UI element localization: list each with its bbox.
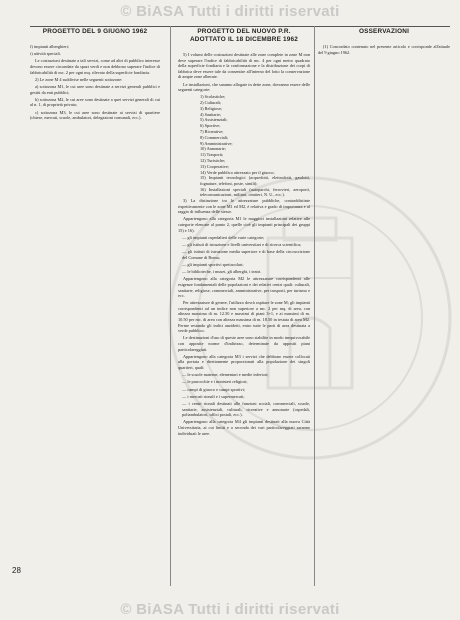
list-item: 2) Culturali; — [200, 100, 222, 106]
list-item: 9) Amministrative; — [200, 140, 233, 146]
list-item: 16) Installazioni speciali (autoparchi, ferrovieri, aeroporti, telecomunicazioni, militari, cimiteri, N. U., ecc.). — [200, 186, 310, 198]
list-item: 5) Assistenziali; — [200, 117, 228, 123]
top-rule — [30, 26, 450, 27]
paragraph: — gli istituti di istruzione e livelli universitari e di ricerca scientifica; — [182, 241, 302, 247]
paragraph: — campi di giuoco e campi sportivi; — [182, 386, 246, 392]
paragraph: — le parrocchie e i ministeri religiosi; — [182, 379, 248, 385]
left-column-heading: PROGETTO DEL 9 GIUGNO 1962 — [42, 28, 148, 35]
paragraph: Per attrezzature di genere, l'utilizzo dovrà ospitare le zone M; gli impianti corrispondenti ad un indice non superiore a mc. 2 per mq. di area, con altezza massima di m. 12.50 e massimi di piani 3+1, e ai massimi di m. 10.50 per mc. di area con altezza massima di m. 18.50 in testata di area M2. Ferme restando gli indici anzidetti, entro tutte le parti di area destinata a verde pubblico. — [178, 300, 310, 334]
paragraph: i) attività speciali. — [30, 51, 61, 57]
paragraph: 5) I volumi delle costruzioni destinate alle zone complete in zone M non deve superare l'indice di fabbricabilità di mc. 4 per ogni metro quadrato della superficie fondiaria e la conformazione e la distribuzione dei corpi di fabbrica deve essere tale da consentire all'interno del lotto la conservazione di ampie zone alberate. — [178, 52, 310, 80]
list-item: 8) Commerciali; — [200, 134, 229, 140]
paragraph: — le scuole materne, elementari e medie inferiori; — [182, 372, 269, 378]
paragraph: Le installazioni, che saranno allogate in dette zone, dovranno essere delle seguenti categorie: — [178, 81, 310, 93]
left-column — [30, 28, 160, 122]
list-item: 12) Turistiche; — [200, 157, 226, 163]
list-item: 13) Cooperative; — [200, 163, 229, 169]
page-number: 28 — [12, 566, 21, 575]
paragraph: Appartengono alla categoria M3 i servizi che debbono essere collocati alla portata e direttamente proporzionati alla popolazione dei singoli quartieri, quali: — [178, 353, 310, 370]
watermark-top: © BiASA Tutti i diritti riservati — [120, 2, 340, 20]
list-item: 11) Trasporti; — [200, 152, 224, 158]
paragraph: — gli istituti di istruzione media superiore e di base della circoscrizione del Comune di Roma; — [182, 249, 310, 260]
middle-column-heading: PROGETTO DEL NUOVO P.R. ADOTTATO IL 18 DICEMBRE 1962 — [189, 28, 299, 43]
list-item: 10) Annonarie; — [200, 146, 226, 152]
right-column-heading: OSSERVAZIONI — [358, 28, 410, 35]
paragraph: f) impianti alberghieri; — [30, 44, 70, 49]
list-item: 7) Ricreative; — [200, 129, 224, 135]
paragraph: — i centri rionali destinati alle funzioni sociali, commerciali, scuole, sanitarie, assistenziali, culturali, ricreative e annonarie (ospedali, poliambulatori, uffici postali, ecc.). — [182, 400, 310, 418]
paragraph: — i mercati rionali e i supermercati; — [182, 393, 245, 399]
paragraph: 3) La distinzione tra le attrezzature pubbliche, contraddistinte rispettivamente con le zone M1 ed M2, è relativa e grado di importanza e al raggio di influenza delle stesse. — [178, 198, 310, 215]
paragraph: Appartengono alla categoria M2 le attrezzature corrispondenti alle esigenze fondamentali delle popolazioni e dei relativi centri quali: culturali, sanitarie, religiose, commerciali, amministrative, per trasporti, per turismo e ecc. — [178, 276, 310, 299]
paragraph: b) sottozona M2, le cui aree sono destinate a quei servizi generali di cui al n. 1, di proprietà privata; — [30, 96, 160, 108]
list-item: 15) Impianti tecnologici (acquedotti, elettrodotti, gasdotti, fognature, telefoni, poste, simili); — [200, 175, 310, 186]
paragraph: Appartengono alla categoria M4 gli impianti destinati alla nuova Città Universitaria, ai cui limiti e a seconda dei vari particolareggiati saranno individuati le aree. — [178, 419, 310, 436]
column-divider-right — [314, 26, 315, 586]
middle-column-body — [178, 198, 310, 436]
middle-column — [178, 28, 310, 438]
list-item: 1) Scolastiche; — [200, 94, 226, 100]
paragraph: Le destinazioni d'uso di queste aree sono stabilite in modo inequivocabile con apposite norme d'indirizzo, determinate da appositi piani particolareggiati. — [178, 335, 310, 352]
paragraph: c) sottozona M3, le cui aree sono destinate ai servizi di quartiere (chiese, mercati, scuole, ambulatori, delegazioni comunali, ecc.). — [30, 109, 160, 121]
list-item: 3) Religiose; — [200, 105, 223, 111]
column-divider-left — [170, 26, 171, 586]
paragraph: — gli impianti ospedalieri delle varie categorie; — [182, 234, 265, 240]
left-column-body — [30, 44, 160, 121]
paragraph: — le biblioteche, i musei, gli alberghi, i teatri. — [182, 269, 262, 275]
paragraph: 2) Le zone M 4 suddivise nelle seguenti sottozone: — [35, 76, 123, 82]
paragraph: a) sottozona M1, le cui aree sono destinate a servizi generali pubblici e gestiti da enti pubblici; — [30, 83, 160, 95]
list-item: 14) Verde pubblico attrezzato per il giuoco; — [200, 169, 275, 175]
paragraph: Le costruzioni destinate a tali servizi, come ad altri di pubblico interesse devono essere circondate da spazi verdi e non debbono superare l'indice di fabbricabilità di mc. 2 per ogni mq. rilevato della superficie fondiaria. — [30, 58, 160, 75]
paragraph: — gli impianti sportivi spettacolari; — [182, 261, 244, 267]
right-column-note: (1) Concordato contenuto nel presente articolo e corrisponde all'attuale del 9 giugno 1962. — [318, 44, 450, 55]
list-item: 4) Sanitarie; — [200, 111, 222, 117]
right-column — [318, 28, 450, 55]
paragraph: Appartengono alla categoria M1 le maggiori installazioni relative alle categorie elencate al punto 2, quelle cioè gli impianti principali dei gruppi 15) e 16). — [178, 216, 310, 233]
middle-column-intro — [178, 52, 310, 93]
watermark-bottom: © BiASA Tutti i diritti riservati — [120, 600, 340, 618]
list-item: 6) Sportive; — [200, 123, 221, 129]
middle-column-list — [178, 94, 310, 198]
